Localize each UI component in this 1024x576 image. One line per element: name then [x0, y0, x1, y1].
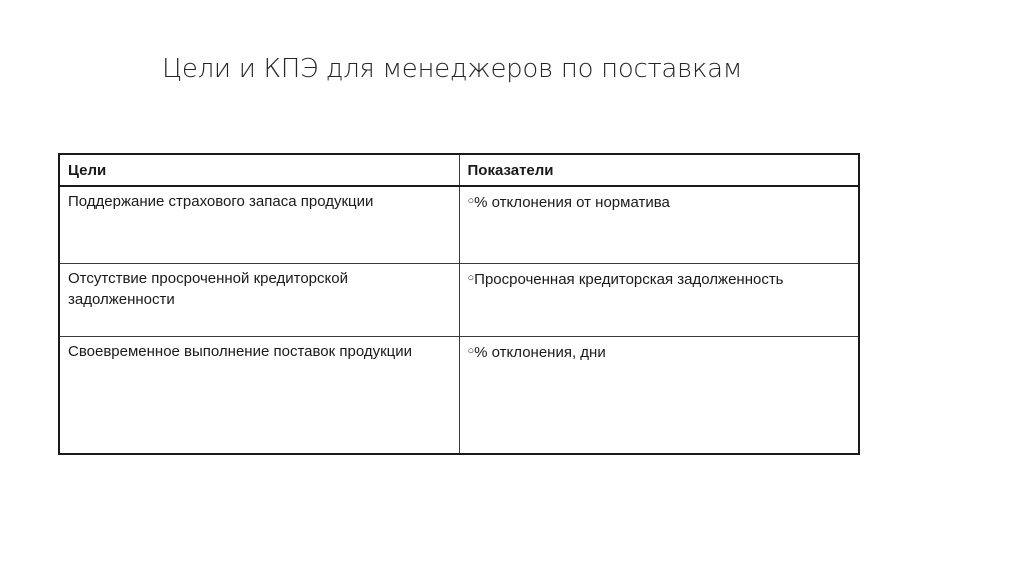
circle-bullet-icon: ○	[467, 345, 475, 357]
indicator-text: % отклонения, дни	[474, 344, 606, 361]
header-indicators: Показатели	[459, 154, 859, 186]
circle-bullet-icon: ○	[467, 195, 475, 207]
indicator-text: % отклонения от норматива	[474, 194, 670, 211]
indicator-cell	[459, 186, 859, 264]
table-row	[59, 264, 859, 337]
indicator-text: Просроченная кредиторская задолженность	[474, 271, 784, 288]
slide-title: Цели и КПЭ для менеджеров по поставкам	[162, 54, 743, 84]
goal-cell: Отсутствие просроченной кредиторской задолженности	[59, 264, 459, 337]
circle-bullet-icon: ○	[467, 272, 475, 284]
indicator-cell	[459, 337, 859, 455]
table-row	[59, 186, 859, 264]
header-goals: Цели	[59, 154, 459, 186]
table-header-row	[59, 154, 859, 186]
indicator-cell	[459, 264, 859, 337]
kpi-table	[58, 153, 860, 455]
goal-cell: Своевременное выполнение поставок продукции	[59, 337, 459, 455]
table-row	[59, 337, 859, 455]
goal-cell: Поддержание страхового запаса продукции	[59, 186, 459, 264]
